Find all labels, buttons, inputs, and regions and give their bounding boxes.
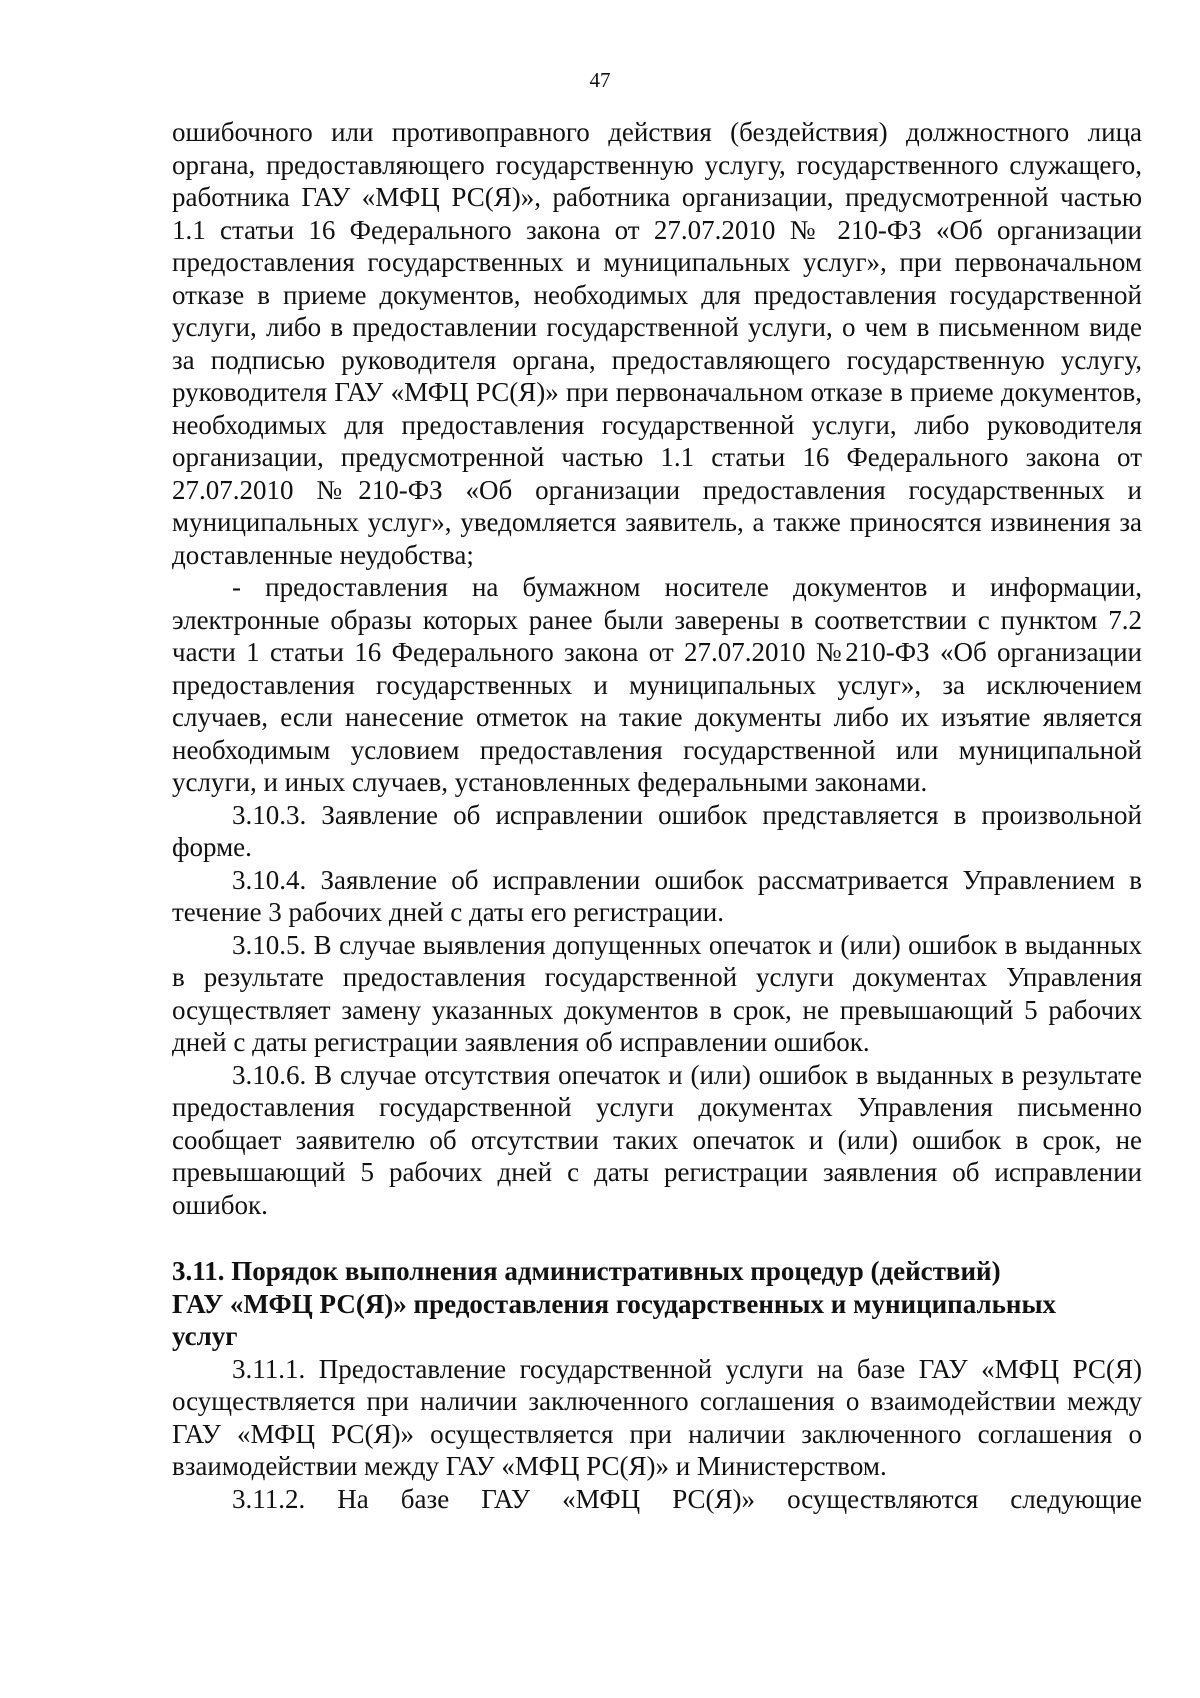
section-heading: [172, 1255, 1142, 1353]
paragraph-3-10-3: 3.10.3. Заявление об исправлении ошибок представляется в произвольной форме.: [172, 799, 1142, 862]
paragraph-list-item: - предоставления на бумажном носителе документов и информации, электронные образы которых ранее были заверены в соответствии с пунктом 7.2 части 1 статьи 16 Федерального закона от 27.07.2010 №210-ФЗ «Об организации предоставления государственных и муниципальных услуг», за исключением случаев, если нанесение отметок на такие документы либо их изъятие является необходимым условием предоставления государственной или муниципальной услуги, и иных случаев, установленных федеральными законами.: [172, 572, 1142, 797]
paragraph-3-10-5: 3.10.5. В случае выявления допущенных опечаток и (или) ошибок в выданных в результате предоставления государственной услуги документах Управления осуществляет замену указанных документов в срок, не превышающий 5 рабочих дней с даты регистрации заявления об исправлении ошибок.: [172, 929, 1142, 1057]
document-body: [172, 116, 1142, 1515]
paragraph-3-10-4: 3.10.4. Заявление об исправлении ошибок рассматривается Управлением в течение 3 рабочих дней с даты его регистрации.: [172, 864, 1142, 927]
section-heading-line-2: ГАУ «МФЦ РС(Я)» предоставления государственных и муниципальных: [172, 1288, 1057, 1319]
paragraph-3-11-1: 3.11.1. Предоставление государственной услуги на базе ГАУ «МФЦ РС(Я) осуществляется при наличии заключенного соглашения о взаимодействии между ГАУ «МФЦ РС(Я)» осуществляется при наличии заключенного соглашения о взаимодействии между ГАУ «МФЦ РС(Я)» и Министерством.: [172, 1353, 1142, 1481]
section-spacer: [172, 1221, 1142, 1255]
section-heading-line-3: услуг: [172, 1321, 238, 1351]
page-number: 47: [589, 68, 611, 92]
paragraph-3-11-2: 3.11.2. На базе ГАУ «МФЦ РС(Я)» осуществляются следующие: [232, 1483, 1142, 1514]
paragraph-3-10-6: 3.10.6. В случае отсутствия опечаток и (или) ошибок в выданных в результате предоставления государственной услуги документах Управления письменно сообщает заявителю об отсутствии таких опечаток и (или) ошибок в срок, не превышающий 5 рабочих дней с даты регистрации заявления об исправлении ошибок.: [172, 1059, 1142, 1220]
paragraph-continuation: ошибочного или противоправного действия (бездействия) должностного лица органа, предоставляющего государственную услугу, государственного служащего, работника ГАУ «МФЦ РС(Я)», работника организации, предусмотренной частью 1.1 статьи 16 Федерального закона от 27.07.2010 № 210-ФЗ «Об организации предоставления государственных и муниципальных услуг», при первоначальном отказе в приеме документов, необходимых для предоставления государственной услуги, либо в предоставлении государственной услуги, о чем в письменном виде за подписью руководителя органа, предоставляющего государственную услугу, руководителя ГАУ «МФЦ РС(Я)» при первоначальном отказе в приеме документов, необходимых для предоставления государственной услуги, либо руководителя организации, предусмотренной частью 1.1 статьи 16 Федерального закона от 27.07.2010 №210-ФЗ «Об организации предоставления государственных и муниципальных услуг», уведомляется заявитель, а также приносятся извинения за доставленные неудобства;: [172, 117, 1142, 570]
section-heading-line-1: 3.11. Порядок выполнения административных процедур (действий): [172, 1256, 1001, 1286]
